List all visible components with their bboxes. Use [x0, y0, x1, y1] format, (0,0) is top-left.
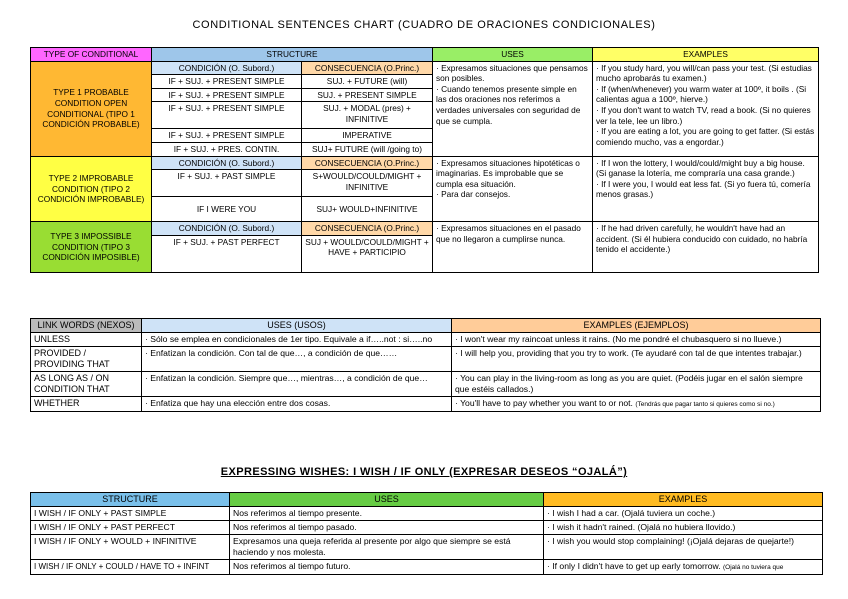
type2-cons-header: CONSECUENCIA (O.Princ.): [302, 156, 433, 170]
wish-example: [544, 560, 823, 575]
link-example: · I will help you, providing that you try to work. (Te ayudaré con tal de que intentes trabajar.): [452, 347, 821, 372]
type1-example-1: · If you study hard, you will/can pass your test. (Si estudias mucho aprobarás tu examen.): [596, 62, 812, 84]
wishes-header-examples: EXAMPLES: [544, 493, 823, 507]
type1-cond: IF + SUJ. + PRESENT SIMPLE: [152, 75, 302, 89]
wishes-header-structure: STRUCTURE: [31, 493, 230, 507]
type1-example-3: · If you don't want to watch TV, read a book. (Si no quieres ver la tele, lee un libro.): [596, 104, 811, 126]
link-example: [452, 397, 821, 412]
type1-cons: IMPERATIVE: [302, 129, 433, 143]
type2-cond-header: CONDICIÓN (O. Subord.): [152, 156, 302, 170]
type1-cond: IF + SUJ. + PRESENT SIMPLE: [152, 102, 302, 129]
type1-cons: SUJ. + FUTURE (will): [302, 75, 433, 89]
type2-label: TYPE 2 IMPROBABLE CONDITION (TIPO 2 CONDICIÓN IMPROBABLE): [31, 156, 152, 222]
type3-cond-header: CONDICIÓN (O. Subord.): [152, 222, 302, 236]
wish-use: Nos referimos al tiempo pasado.: [230, 521, 544, 535]
type3-cond: IF + SUJ. + PAST PERFECT: [152, 235, 302, 272]
link-word: UNLESS: [31, 333, 142, 347]
wish-structure: I WISH / IF ONLY + PAST SIMPLE: [31, 507, 230, 521]
type3-example-1: · If he had driven carefully, he wouldn't have had an accident. (Si él hubiera conducido con cuidado, no habría tenido el accidente.): [596, 223, 808, 255]
type3-uses: [433, 222, 593, 273]
type3-cons-header: CONSECUENCIA (O.Princ.): [302, 222, 433, 236]
type1-cons: SUJ. + PRESENT SIMPLE: [302, 88, 433, 102]
link-use: · Enfatiza que hay una elección entre dos cosas.: [142, 397, 452, 412]
type1-cons-header: CONSECUENCIA (O.Princ.): [302, 61, 433, 75]
link-word: WHETHER: [31, 397, 142, 412]
type1-cond-header: CONDICIÓN (O. Subord.): [152, 61, 302, 75]
wishes-header-uses: USES: [230, 493, 544, 507]
header-structure: STRUCTURE: [152, 48, 433, 62]
header-examples: EXAMPLES: [593, 48, 819, 62]
type1-uses: [433, 61, 593, 156]
type1-examples: [593, 61, 819, 156]
type3-examples: [593, 222, 819, 273]
wish-example: · I wish I had a car. (Ojalá tuviera un coche.): [544, 507, 823, 521]
type1-cons: SUJ. + MODAL (pres) + INFINITIVE: [302, 102, 433, 129]
links-header-words: LINK WORDS (NEXOS): [31, 319, 142, 333]
link-example-note: (Tendrás que pagar tanto si quieres como si no.): [635, 401, 775, 408]
type1-cond: IF + SUJ. + PRESENT SIMPLE: [152, 129, 302, 143]
links-header-uses: USES (USOS): [142, 319, 452, 333]
link-words-table: [30, 318, 821, 412]
links-header-examples: EXAMPLES (EJEMPLOS): [452, 319, 821, 333]
wishes-table: [30, 492, 823, 575]
wish-structure: I WISH / IF ONLY + COULD / HAVE TO + INFINT: [31, 560, 230, 575]
link-use: · Enfatizan la condición. Con tal de que…, a condición de que……: [142, 347, 452, 372]
link-example-text: · You'll have to pay whether you want to or not.: [455, 398, 633, 408]
wish-use: Expresamos una queja referida al presente por algo que siempre se está haciendo y nos molesta.: [230, 535, 544, 560]
link-example: · I won't wear my raincoat unless it rains. (No me pondré el chubasquero si no llueve.): [452, 333, 821, 347]
type2-uses: [433, 156, 593, 222]
header-uses: USES: [433, 48, 593, 62]
type3-use-1: · Expresamos situaciones en el pasado que no llegaron a cumplirse nunca.: [436, 223, 581, 244]
link-use: · Sólo se emplea en condicionales de 1er tipo. Equivale a if…..not : si…..no: [142, 333, 452, 347]
type1-use-2: · Cuando tenemos presente simple en las dos oraciones nos referimos a verdades universales con seguridad de que se cumpla.: [436, 83, 581, 126]
type2-cons: S+WOULD/COULD/MIGHT + INFINITIVE: [302, 170, 433, 197]
header-type: TYPE OF CONDITIONAL: [31, 48, 152, 62]
type1-example-4: · If you are eating a lot, you are going to get fatter. (Si estás comiendo mucho, vas a engordar.): [596, 126, 815, 147]
wish-use: Nos referimos al tiempo presente.: [230, 507, 544, 521]
page-title: CONDITIONAL SENTENCES CHART (CUADRO DE ORACIONES CONDICIONALES): [192, 19, 656, 31]
link-word: PROVIDED / PROVIDING THAT: [31, 347, 142, 372]
type1-cond: IF + SUJ. + PRESENT SIMPLE: [152, 88, 302, 102]
wish-example-text: · If only I didn't have to get up early tomorrow.: [547, 561, 721, 571]
wishes-title: EXPRESSING WISHES: I WISH / IF ONLY (EXPRESAR DESEOS “OJALÁ”): [220, 466, 628, 478]
type2-use-2: · Para dar consejos.: [436, 189, 511, 200]
type2-example-1: · If I won the lottery, I would/could/might buy a big house. (Si ganase la lotería, me compraría una casa grande.): [596, 157, 805, 179]
type2-cond: IF I WERE YOU: [152, 197, 302, 222]
type3-cons: SUJ + WOULD/COULD/MIGHT + HAVE + PARTICIPIO: [302, 235, 433, 272]
link-example: · You can play in the living-room as long as you are quiet. (Podéis jugar en el salón siempre que estéis callados.): [452, 372, 821, 397]
conditional-chart: [30, 47, 819, 273]
type3-label: TYPE 3 IMPOSSIBLE CONDITION (TIPO 3 CONDICIÓN IMPOSIBLE): [31, 222, 152, 273]
wish-example: · I wish it hadn't rained. (Ojalá no hubiera llovido.): [544, 521, 823, 535]
wish-use: Nos referimos al tiempo futuro.: [230, 560, 544, 575]
type2-use-1: · Expresamos situaciones hipotéticas o imaginarias. Es improbable que se cumpla esa situación.: [436, 157, 580, 189]
wish-example: · I wish you would stop complaining! (¡Ojalá dejaras de quejarte!): [544, 535, 823, 560]
type2-cons: SUJ+ WOULD+INFINITIVE: [302, 197, 433, 222]
link-use: · Enfatizan la condición. Siempre que…, mientras…, a condición de que…: [142, 372, 452, 397]
wish-example-note: (Ojalá no tuviera que: [723, 564, 784, 571]
type1-cons: SUJ+ FUTURE (will /going to): [302, 142, 433, 156]
type2-example-2: · If I were you, I would eat less fat. (Si yo fuera tú, comería menos grasas.): [596, 178, 811, 200]
type1-label: TYPE 1 PROBABLE CONDITION OPEN CONDITIONAL (TIPO 1 CONDICIÓN PROBABLE): [31, 61, 152, 156]
type2-cond: IF + SUJ. + PAST SIMPLE: [152, 170, 302, 197]
type2-examples: [593, 156, 819, 222]
type1-use-1: · Expresamos situaciones que pensamos son posibles.: [436, 62, 588, 84]
type1-example-2: · If (when/whenever) you warm water at 100º, it boils . (Si calientas agua a 100º, hierve.): [596, 83, 807, 105]
type1-cond: IF + SUJ. + PRES. CONTIN.: [152, 142, 302, 156]
wish-structure: I WISH / IF ONLY + WOULD + INFINITIVE: [31, 535, 230, 560]
wish-structure: I WISH / IF ONLY + PAST PERFECT: [31, 521, 230, 535]
link-word: AS LONG AS / ON CONDITION THAT: [31, 372, 142, 397]
